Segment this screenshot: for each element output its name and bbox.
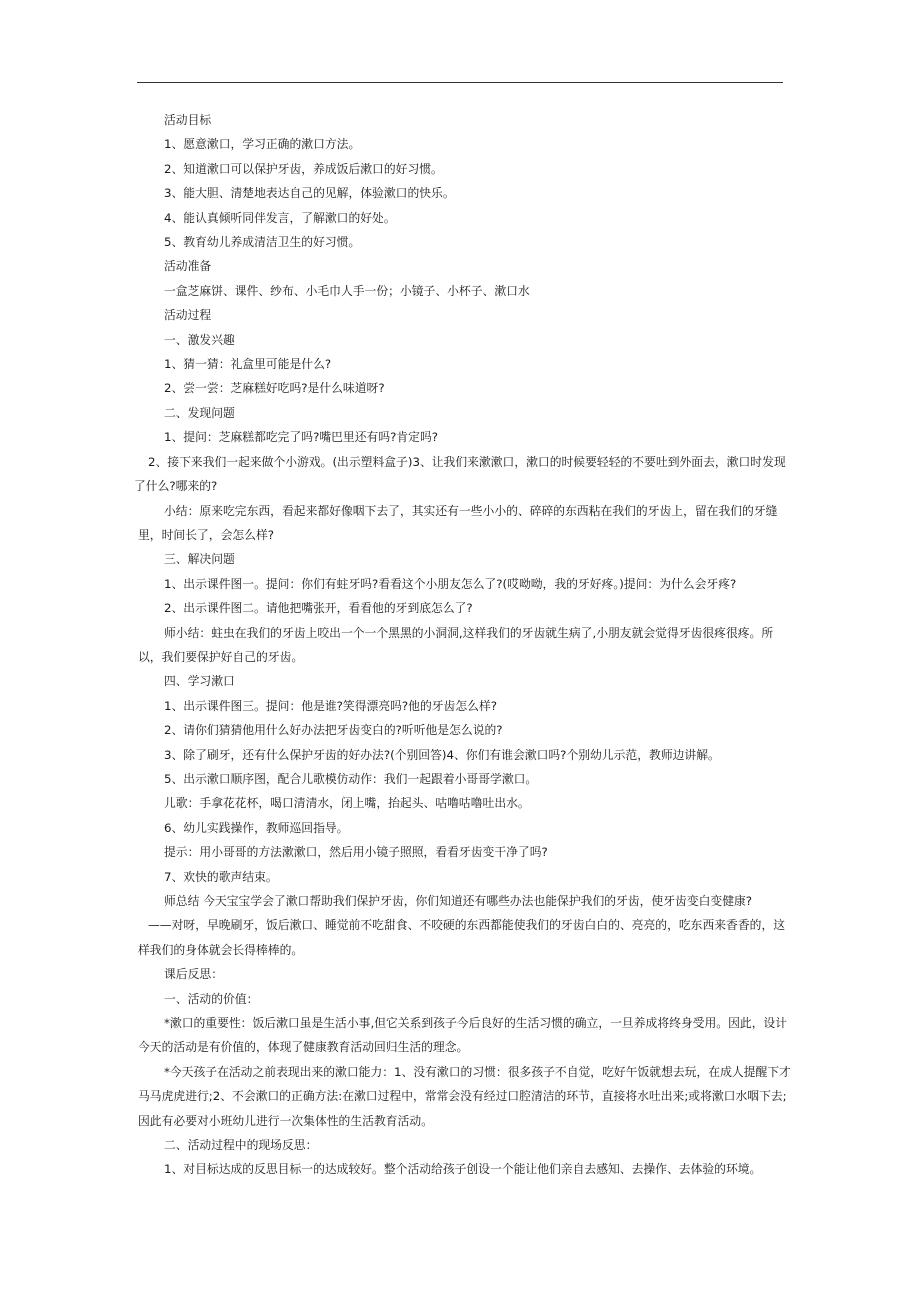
header-rule bbox=[137, 82, 783, 83]
paragraph: 5、教育幼儿养成清洁卫生的好习惯。 bbox=[164, 235, 361, 250]
paragraph: 2、请你们猜猜他用什么好办法把牙齿变白的?听听他是怎么说的? bbox=[164, 723, 503, 738]
paragraph: 师小结：蛀虫在我们的牙齿上咬出一个一个黑黑的小洞洞,这样我们的牙齿就生病了,小朋友就会觉得牙齿很疼很疼。所以，我们要保护好自己的牙齿。 bbox=[138, 625, 774, 664]
section-heading: 一、激发兴趣 bbox=[164, 332, 235, 347]
paragraph: 3、除了刷牙，还有什么保护牙齿的好办法?(个别回答)4、你们有谁会漱口吗?个别幼儿示范，教师边讲解。 bbox=[164, 747, 720, 762]
paragraph: 2、接下来我们一起来做个小游戏。(出示塑料盒子)3、让我们来漱漱口，漱口的时候要轻轻的不要吐到外面去，漱口时发现了什么?哪来的? bbox=[134, 454, 786, 494]
paragraph: 2、出示课件图二。请他把嘴张开，看看他的牙到底怎么了? bbox=[164, 601, 473, 616]
paragraph: 师总结 今天宝宝学会了漱口帮助我们保护牙齿，你们知道还有哪些办法也能保护我们的牙齿，使牙齿变白变健康? bbox=[164, 894, 753, 908]
paragraph: 6、幼儿实践操作，教师巡回指导。 bbox=[164, 820, 349, 835]
paragraph: ——对呀，早晚刷牙，饭后漱口、睡觉前不吃甜食、不咬硬的东西都能使我们的牙齿白白的、亮亮的，吃东西来香香的，这样我们的身体就会长得棒棒的。 bbox=[138, 918, 786, 957]
section-heading: 四、学习漱口 bbox=[164, 674, 235, 689]
paragraph: 3、能大胆、清楚地表达自己的见解，体验漱口的快乐。 bbox=[164, 186, 455, 201]
section-heading: 三、解决问题 bbox=[164, 552, 235, 567]
document-body bbox=[134, 108, 791, 1182]
heading-goals: 活动目标 bbox=[164, 113, 212, 127]
paragraph: *今天孩子在活动之前表现出来的漱口能力：1、没有漱口的习惯：很多孩子不自觉，吃好午饭就想去玩，在成人提醒下才马马虎虎进行;2、不会漱口的正确方法:在漱口过程中，常常会没有经过口腔清洁的环节，直接将水吐出来;或将漱口水咽下去;因此有必要对小班幼儿进行一次集体性的生活教育活动。 bbox=[138, 1064, 791, 1128]
heading-reflection: 课后反思： bbox=[164, 967, 223, 982]
section-heading: 二、活动过程中的现场反思： bbox=[164, 1138, 318, 1153]
paragraph: 7、欢快的歌声结束。 bbox=[164, 869, 278, 884]
heading-process: 活动过程 bbox=[164, 308, 212, 323]
section-heading: 一、活动的价值： bbox=[164, 991, 259, 1006]
paragraph: 小结：原来吃完东西，看起来都好像咽下去了，其实还有一些小小的、碎碎的东西粘在我们的牙齿上，留在我们的牙缝里，时间长了，会怎么样? bbox=[138, 503, 778, 542]
paragraph: 1、对目标达成的反思目标一的达成较好。整个活动给孩子创设一个能让他们亲自去感知、去操作、去体验的环境。 bbox=[164, 1162, 762, 1177]
paragraph: 1、出示课件图三。提问：他是谁?笑得漂亮吗?他的牙齿怎么样? bbox=[164, 698, 498, 713]
paragraph: 2、尝一尝：芝麻糕好吃吗?是什么味道呀? bbox=[164, 381, 385, 396]
paragraph: 4、能认真倾听同伴发言，了解漱口的好处。 bbox=[164, 210, 396, 225]
paragraph: 2、知道漱口可以保护牙齿，养成饭后漱口的好习惯。 bbox=[164, 161, 443, 176]
section-heading: 二、发现问题 bbox=[164, 405, 235, 420]
paragraph: 1、提问：芝麻糕都吃完了吗?嘴巴里还有吗?肯定吗? bbox=[164, 430, 439, 445]
paragraph: 儿歌：手拿花花杯，喝口清清水，闭上嘴，抬起头、咕噜咕噜吐出水。 bbox=[164, 796, 530, 811]
paragraph: 5、出示漱口顺序图，配合儿歌模仿动作：我们一起跟着小哥哥学漱口。 bbox=[164, 771, 538, 786]
paragraph: 一盒芝麻饼、课件、纱布、小毛巾人手一份；小镜子、小杯子、漱口水 bbox=[164, 283, 530, 298]
paragraph: 提示：用小哥哥的方法漱漱口，然后用小镜子照照，看看牙齿变干净了吗? bbox=[164, 845, 548, 860]
paragraph: *漱口的重要性：饭后漱口虽是生活小事,但它关系到孩子今后良好的生活习惯的确立，一旦养成将终身受用。因此，设计今天的活动是有价值的，体现了健康教育活动回归生活的理念。 bbox=[138, 1016, 788, 1055]
paragraph: 1、出示课件图一。提问：你们有蛀牙吗?看看这个小朋友怎么了?(哎呦呦，我的牙好疼。)提问：为什么会牙疼? bbox=[164, 576, 737, 591]
paragraph: 1、愿意漱口，学习正确的漱口方法。 bbox=[164, 137, 361, 152]
paragraph: 1、猜一猜：礼盒里可能是什么? bbox=[164, 357, 332, 372]
heading-prep: 活动准备 bbox=[164, 259, 212, 274]
